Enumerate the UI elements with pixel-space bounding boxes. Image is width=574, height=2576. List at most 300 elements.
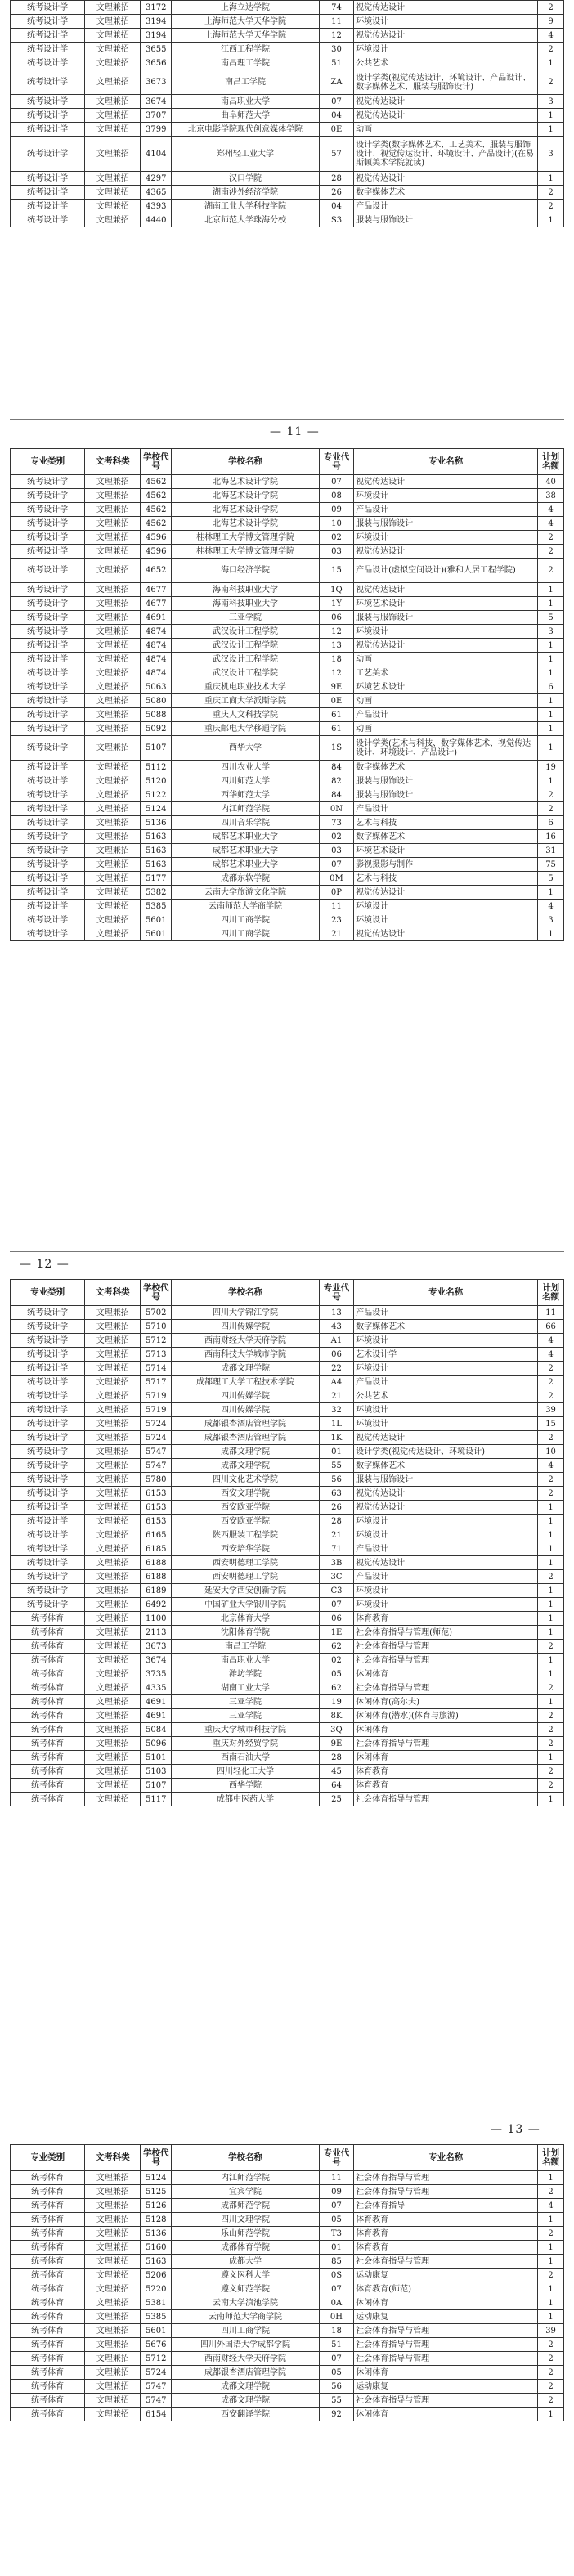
table-row <box>11 830 564 844</box>
cell-quota: 75 <box>538 858 564 872</box>
table-row <box>11 2338 564 2352</box>
cell-major-code: 55 <box>319 2394 353 2408</box>
cell-major-name: 社会体育指导与管理 <box>354 1737 538 1751</box>
cell-major-code: 28 <box>319 1515 353 1528</box>
cell-quota: 6 <box>538 816 564 830</box>
table-row <box>11 2352 564 2366</box>
cell-major-code: 57 <box>319 137 353 172</box>
cell-school-code: 5710 <box>141 1320 172 1334</box>
cell-school-name: 北海艺术设计学院 <box>172 517 319 531</box>
cell-major-code: 02 <box>319 1654 353 1667</box>
cell-major-code: 05 <box>319 2213 353 2227</box>
cell-quota: 1 <box>538 123 564 137</box>
cell-major-name: 动画 <box>354 694 538 708</box>
header-subject: 文考科类 <box>85 2145 141 2171</box>
header-category: 专业类别 <box>11 449 85 475</box>
cell-school-name: 南昌工学院 <box>172 70 319 95</box>
cell-major-name: 视觉传达设计 <box>354 172 538 186</box>
cell-major-code: 82 <box>319 774 353 788</box>
cell-subject: 文理兼招 <box>85 2269 141 2282</box>
cell-major-name: 服装与服饰设计 <box>354 213 538 227</box>
cell-major-code: 55 <box>319 1459 353 1473</box>
cell-school-code: 5080 <box>141 694 172 708</box>
header-quota: 计划名额 <box>538 2145 564 2171</box>
cell-major-name: 服装与服饰设计 <box>354 788 538 802</box>
cell-major-code: 08 <box>319 489 353 503</box>
cell-subject: 文理兼招 <box>85 2213 141 2227</box>
cell-school-code: 5713 <box>141 1348 172 1362</box>
cell-subject: 文理兼招 <box>85 597 141 611</box>
cell-major-name: 休闲体育 <box>354 1723 538 1737</box>
cell-quota: 3 <box>538 913 564 927</box>
cell-school-code: 5747 <box>141 1445 172 1459</box>
cell-quota: 4 <box>538 1459 564 1473</box>
cell-subject: 文理兼招 <box>85 2282 141 2296</box>
cell-major-name: 产品设计 <box>354 503 538 517</box>
cell-school-name: 西南石油大学 <box>172 1751 319 1765</box>
table-row <box>11 844 564 858</box>
cell-major-code: 32 <box>319 1403 353 1417</box>
cell-school-code: 4691 <box>141 1709 172 1723</box>
cell-school-code: 6165 <box>141 1528 172 1542</box>
cell-subject: 文理兼招 <box>85 137 141 172</box>
cell-school-name: 重庆大学城市科技学院 <box>172 1723 319 1737</box>
cell-quota: 1 <box>538 927 564 941</box>
cell-school-name: 成都艺术职业大学 <box>172 844 319 858</box>
cell-subject: 文理兼招 <box>85 1654 141 1667</box>
cell-subject: 文理兼招 <box>85 559 141 583</box>
cell-category: 统考体育 <box>11 1626 85 1640</box>
cell-quota: 2 <box>538 2185 564 2199</box>
cell-major-name: 产品设计 <box>354 200 538 213</box>
cell-school-name: 海南科技职业大学 <box>172 583 319 597</box>
cell-school-code: 2113 <box>141 1626 172 1640</box>
cell-subject: 文理兼招 <box>85 583 141 597</box>
cell-school-name: 武汉设计工程学院 <box>172 666 319 680</box>
table-row <box>11 1723 564 1737</box>
table-header-row <box>11 1280 564 1306</box>
table-row <box>11 15 564 29</box>
cell-major-code: 45 <box>319 1765 353 1779</box>
table-row <box>11 2380 564 2394</box>
cell-category: 统考设计学 <box>11 186 85 200</box>
cell-category: 统考设计学 <box>11 722 85 736</box>
cell-major-code: 0M <box>319 872 353 886</box>
table-row <box>11 722 564 736</box>
cell-major-code: 25 <box>319 1793 353 1806</box>
table-row <box>11 872 564 886</box>
cell-major-name: 社会体育指导与管理(师范) <box>354 1626 538 1640</box>
cell-quota: 4 <box>538 29 564 43</box>
cell-subject: 文理兼招 <box>85 172 141 186</box>
cell-category: 统考体育 <box>11 1667 85 1681</box>
page-number: — 13 — <box>491 2123 540 2136</box>
cell-quota: 2 <box>538 2269 564 2282</box>
cell-school-name: 上海师范大学天华学院 <box>172 29 319 43</box>
cell-subject: 文理兼招 <box>85 2338 141 2352</box>
table-row <box>11 666 564 680</box>
cell-category: 统考设计学 <box>11 95 85 109</box>
cell-category: 统考设计学 <box>11 597 85 611</box>
cell-category: 统考设计学 <box>11 1334 85 1348</box>
cell-major-name: 休闲体育(潜水)(体育与旅游) <box>354 1709 538 1723</box>
cell-major-name: 数字媒体艺术 <box>354 1320 538 1334</box>
cell-quota: 2 <box>538 70 564 95</box>
cell-major-code: 05 <box>319 2366 353 2380</box>
cell-major-name: 环境设计 <box>354 1362 538 1376</box>
table-row <box>11 213 564 227</box>
cell-subject: 文理兼招 <box>85 1695 141 1709</box>
cell-quota: 2 <box>538 2352 564 2366</box>
cell-school-name: 潍坊学院 <box>172 1667 319 1681</box>
cell-school-code: 5092 <box>141 722 172 736</box>
header-category: 专业类别 <box>11 1280 85 1306</box>
cell-major-name: 视觉传达设计 <box>354 1431 538 1445</box>
table-row <box>11 1306 564 1320</box>
cell-major-name: 设计学类(艺术与科技、数字媒体艺术、视觉传达设计、环境设计、产品设计) <box>354 736 538 761</box>
table-row <box>11 1709 564 1723</box>
cell-school-code: 4562 <box>141 503 172 517</box>
cell-quota: 1 <box>538 1695 564 1709</box>
table-row <box>11 172 564 186</box>
cell-major-name: 视觉传达设计 <box>354 1501 538 1515</box>
cell-quota: 3 <box>538 137 564 172</box>
cell-quota: 39 <box>538 2324 564 2338</box>
cell-school-code: 6188 <box>141 1556 172 1570</box>
cell-subject: 文理兼招 <box>85 830 141 844</box>
cell-quota: 40 <box>538 475 564 489</box>
table-row <box>11 70 564 95</box>
cell-school-name: 西华师范大学 <box>172 788 319 802</box>
table-row <box>11 927 564 941</box>
cell-category: 统考设计学 <box>11 1403 85 1417</box>
cell-school-name: 四川传媒学院 <box>172 1389 319 1403</box>
cell-major-name: 设计学类(视觉传达设计、环境设计) <box>354 1445 538 1459</box>
cell-school-code: 5088 <box>141 708 172 722</box>
cell-quota: 2 <box>538 1570 564 1584</box>
cell-major-code: 15 <box>319 559 353 583</box>
cell-quota: 66 <box>538 1320 564 1334</box>
cell-major-name: 公共艺术 <box>354 56 538 70</box>
cell-category: 统考体育 <box>11 2408 85 2421</box>
cell-category: 统考体育 <box>11 2255 85 2269</box>
cell-school-code: 6154 <box>141 2408 172 2421</box>
cell-subject: 文理兼招 <box>85 2199 141 2213</box>
cell-major-name: 社会体育指导与管理 <box>354 2171 538 2185</box>
cell-school-name: 四川文理学院 <box>172 2213 319 2227</box>
cell-major-name: 服装与服饰设计 <box>354 1473 538 1487</box>
cell-major-code: 0P <box>319 886 353 900</box>
cell-major-name: 视觉传达设计 <box>354 583 538 597</box>
cell-quota: 1 <box>538 666 564 680</box>
table-row <box>11 545 564 559</box>
cell-category: 统考设计学 <box>11 736 85 761</box>
table-row <box>11 2213 564 2227</box>
cell-subject: 文理兼招 <box>85 200 141 213</box>
cell-major-code: 03 <box>319 545 353 559</box>
cell-subject: 文理兼招 <box>85 1348 141 1362</box>
table-row <box>11 2394 564 2408</box>
cell-category: 统考设计学 <box>11 489 85 503</box>
cell-school-code: 5125 <box>141 2185 172 2199</box>
header-school-code: 学校代号 <box>141 2145 172 2171</box>
cell-subject: 文理兼招 <box>85 2227 141 2241</box>
cell-subject: 文理兼招 <box>85 1306 141 1320</box>
cell-school-code: 5385 <box>141 2310 172 2324</box>
cell-major-name: 视觉传达设计 <box>354 886 538 900</box>
cell-subject: 文理兼招 <box>85 531 141 545</box>
table-row <box>11 2324 564 2338</box>
cell-school-code: 5177 <box>141 872 172 886</box>
cell-category: 统考设计学 <box>11 213 85 227</box>
cell-major-code: 13 <box>319 1306 353 1320</box>
table-row <box>11 1765 564 1779</box>
cell-subject: 文理兼招 <box>85 2255 141 2269</box>
cell-school-name: 桂林理工大学博文管理学院 <box>172 531 319 545</box>
table-row <box>11 1681 564 1695</box>
table-row <box>11 2296 564 2310</box>
cell-category: 统考体育 <box>11 2241 85 2255</box>
cell-category: 统考设计学 <box>11 109 85 123</box>
cell-school-code: 4691 <box>141 611 172 625</box>
cell-category: 统考设计学 <box>11 1473 85 1487</box>
cell-school-code: 5136 <box>141 2227 172 2241</box>
cell-quota: 3 <box>538 625 564 639</box>
cell-category: 统考体育 <box>11 1751 85 1765</box>
cell-subject: 文理兼招 <box>85 1723 141 1737</box>
cell-major-name: 运动康复 <box>354 2310 538 2324</box>
table-row <box>11 583 564 597</box>
cell-major-name: 运动康复 <box>354 2380 538 2394</box>
cell-category: 统考设计学 <box>11 1584 85 1598</box>
cell-major-code: 62 <box>319 1681 353 1695</box>
cell-school-code: 5601 <box>141 913 172 927</box>
cell-quota: 4 <box>538 1334 564 1348</box>
cell-subject: 文理兼招 <box>85 2296 141 2310</box>
cell-subject: 文理兼招 <box>85 708 141 722</box>
cell-category: 统考设计学 <box>11 816 85 830</box>
cell-school-code: 5385 <box>141 900 172 913</box>
cell-quota: 2 <box>538 186 564 200</box>
header-category: 专业类别 <box>11 2145 85 2171</box>
table-row <box>11 625 564 639</box>
cell-school-name: 郑州轻工业大学 <box>172 137 319 172</box>
cell-quota: 1 <box>538 56 564 70</box>
cell-school-name: 北海艺术设计学院 <box>172 503 319 517</box>
cell-quota: 1 <box>538 583 564 597</box>
cell-category: 统考设计学 <box>11 844 85 858</box>
header-quota: 计划名额 <box>538 1280 564 1306</box>
cell-category: 统考体育 <box>11 1612 85 1626</box>
header-major-name: 专业名称 <box>354 1280 538 1306</box>
cell-category: 统考体育 <box>11 1737 85 1751</box>
cell-major-name: 社会体育指导 <box>354 2199 538 2213</box>
cell-quota: 1 <box>538 1793 564 1806</box>
table-row <box>11 1473 564 1487</box>
cell-school-code: 5717 <box>141 1376 172 1389</box>
cell-major-code: 21 <box>319 1389 353 1403</box>
cell-major-name: 工艺美术 <box>354 666 538 680</box>
cell-school-name: 南昌职业大学 <box>172 1654 319 1667</box>
table-row <box>11 886 564 900</box>
cell-category: 统考设计学 <box>11 694 85 708</box>
cell-major-name: 产品设计 <box>354 1306 538 1320</box>
cell-category: 统考设计学 <box>11 1431 85 1445</box>
cell-major-name: 环境艺术设计 <box>354 597 538 611</box>
cell-category: 统考设计学 <box>11 1306 85 1320</box>
cell-subject: 文理兼招 <box>85 517 141 531</box>
cell-subject: 文理兼招 <box>85 2380 141 2394</box>
cell-subject: 文理兼招 <box>85 761 141 774</box>
cell-subject: 文理兼招 <box>85 736 141 761</box>
cell-quota: 3 <box>538 95 564 109</box>
table-row <box>11 1528 564 1542</box>
cell-category: 统考设计学 <box>11 475 85 489</box>
table-row <box>11 1431 564 1445</box>
cell-major-code: 26 <box>319 1501 353 1515</box>
cell-school-code: 5724 <box>141 1417 172 1431</box>
cell-school-name: 三亚学院 <box>172 1709 319 1723</box>
cell-subject: 文理兼招 <box>85 2241 141 2255</box>
cell-quota: 1 <box>538 2408 564 2421</box>
cell-category: 统考设计学 <box>11 761 85 774</box>
cell-school-name: 武汉设计工程学院 <box>172 639 319 653</box>
cell-major-code: 71 <box>319 1542 353 1556</box>
cell-school-code: 6492 <box>141 1598 172 1612</box>
cell-category: 统考设计学 <box>11 1362 85 1376</box>
cell-category: 统考体育 <box>11 2338 85 2352</box>
table-row <box>11 2171 564 2185</box>
cell-category: 统考设计学 <box>11 788 85 802</box>
cell-subject: 文理兼招 <box>85 56 141 70</box>
table-row <box>11 1779 564 1793</box>
cell-category: 统考体育 <box>11 2282 85 2296</box>
cell-major-name: 社会体育指导与管理 <box>354 1793 538 1806</box>
cell-quota: 1 <box>538 886 564 900</box>
cell-major-code: 07 <box>319 858 353 872</box>
cell-major-name: 环境艺术设计 <box>354 680 538 694</box>
cell-subject: 文理兼招 <box>85 1528 141 1542</box>
cell-major-name: 社会体育指导与管理 <box>354 2394 538 2408</box>
cell-category: 统考设计学 <box>11 680 85 694</box>
cell-major-code: 56 <box>319 1473 353 1487</box>
cell-school-name: 中国矿业大学银川学院 <box>172 1598 319 1612</box>
cell-school-name: 西安明德理工学院 <box>172 1556 319 1570</box>
table-row <box>11 802 564 816</box>
cell-category: 统考设计学 <box>11 639 85 653</box>
cell-quota: 1 <box>538 1542 564 1556</box>
page-divider <box>10 1251 564 1252</box>
cell-quota: 39 <box>538 1403 564 1417</box>
cell-school-name: 西华学院 <box>172 1779 319 1793</box>
cell-quota: 2 <box>538 531 564 545</box>
cell-school-name: 云南大学旅游文化学院 <box>172 886 319 900</box>
cell-subject: 文理兼招 <box>85 858 141 872</box>
cell-subject: 文理兼招 <box>85 1681 141 1695</box>
cell-major-name: 环境艺术设计 <box>354 844 538 858</box>
cell-school-name: 四川音乐学院 <box>172 816 319 830</box>
cell-school-code: 3172 <box>141 1 172 15</box>
cell-school-code: 5096 <box>141 1737 172 1751</box>
admission-table <box>10 0 564 227</box>
cell-major-name: 动画 <box>354 653 538 666</box>
cell-quota: 2 <box>538 1709 564 1723</box>
cell-school-code: 5163 <box>141 830 172 844</box>
cell-quota: 1 <box>538 1515 564 1528</box>
table-row <box>11 2408 564 2421</box>
cell-school-name: 西南财经大学天府学院 <box>172 2352 319 2366</box>
cell-major-name: 休闲体育 <box>354 2366 538 2380</box>
cell-quota: 15 <box>538 1417 564 1431</box>
cell-major-code: 07 <box>319 95 353 109</box>
table-row <box>11 1626 564 1640</box>
cell-subject: 文理兼招 <box>85 722 141 736</box>
cell-category: 统考体育 <box>11 1793 85 1806</box>
cell-subject: 文理兼招 <box>85 109 141 123</box>
cell-major-code: 21 <box>319 927 353 941</box>
cell-subject: 文理兼招 <box>85 1334 141 1348</box>
table-row <box>11 1487 564 1501</box>
cell-major-name: 环境设计 <box>354 1417 538 1431</box>
cell-school-code: 5747 <box>141 2380 172 2394</box>
cell-subject: 文理兼招 <box>85 1709 141 1723</box>
cell-major-name: 体育教育 <box>354 2213 538 2227</box>
cell-category: 统考体育 <box>11 2185 85 2199</box>
cell-category: 统考体育 <box>11 2171 85 2185</box>
cell-school-name: 成都体育学院 <box>172 2241 319 2255</box>
cell-subject: 文理兼招 <box>85 844 141 858</box>
cell-major-code: C3 <box>319 1584 353 1598</box>
cell-major-name: 视觉传达设计 <box>354 95 538 109</box>
cell-school-name: 四川传媒学院 <box>172 1403 319 1417</box>
cell-subject: 文理兼招 <box>85 653 141 666</box>
cell-quota: 2 <box>538 788 564 802</box>
cell-quota: 2 <box>538 2338 564 2352</box>
cell-school-code: 5112 <box>141 761 172 774</box>
cell-school-name: 北海艺术设计学院 <box>172 489 319 503</box>
cell-major-code: 13 <box>319 639 353 653</box>
cell-school-name: 北京电影学院现代创意媒体学院 <box>172 123 319 137</box>
cell-school-name: 西安培华学院 <box>172 1542 319 1556</box>
cell-category: 统考体育 <box>11 2380 85 2394</box>
table-block-1 <box>10 0 564 227</box>
cell-school-code: 3656 <box>141 56 172 70</box>
table-row <box>11 1584 564 1598</box>
cell-school-name: 云南师范大学商学院 <box>172 2310 319 2324</box>
cell-category: 统考设计学 <box>11 900 85 913</box>
cell-major-code: 30 <box>319 43 353 56</box>
cell-subject: 文理兼招 <box>85 1320 141 1334</box>
table-row <box>11 123 564 137</box>
cell-school-code: 3674 <box>141 1654 172 1667</box>
cell-school-code: 1100 <box>141 1612 172 1626</box>
cell-category: 统考体育 <box>11 2213 85 2227</box>
cell-major-name: 服装与服饰设计 <box>354 517 538 531</box>
table-row <box>11 1320 564 1334</box>
cell-category: 统考设计学 <box>11 886 85 900</box>
cell-subject: 文理兼招 <box>85 1626 141 1640</box>
cell-quota: 1 <box>538 1598 564 1612</box>
cell-category: 统考设计学 <box>11 1570 85 1584</box>
cell-category: 统考体育 <box>11 2227 85 2241</box>
table-row <box>11 1389 564 1403</box>
header-subject: 文考科类 <box>85 1280 141 1306</box>
table-row <box>11 2227 564 2241</box>
cell-category: 统考设计学 <box>11 625 85 639</box>
cell-quota: 38 <box>538 489 564 503</box>
cell-major-code: S3 <box>319 213 353 227</box>
cell-school-code: 6153 <box>141 1515 172 1528</box>
